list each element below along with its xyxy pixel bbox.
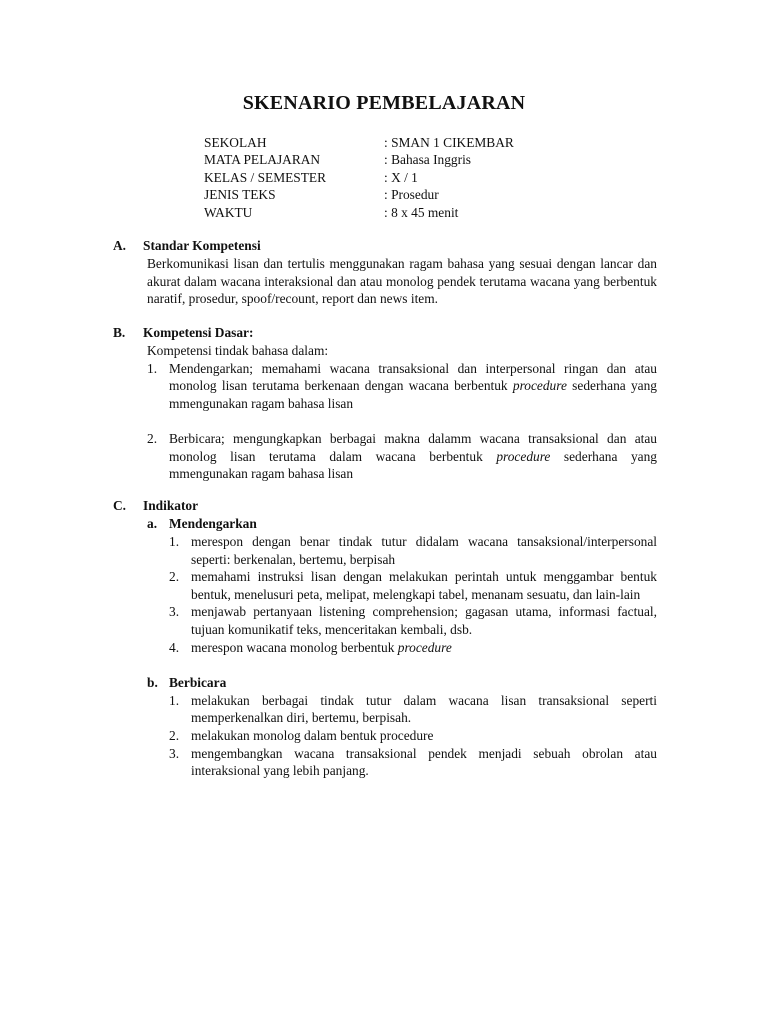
list-item [147,360,657,413]
info-row [204,169,564,186]
section-heading [113,237,657,255]
info-label: WAKTU [204,204,253,220]
list-item [147,430,657,483]
section-letter: B. [113,325,126,340]
list-item [169,727,657,745]
item-text-end: sederhana yang mmengunakan ragam bahasa lisan [169,448,657,482]
info-row [204,151,564,168]
info-value: : SMAN 1 CIKEMBAR [384,135,514,150]
item-text: mengembangkan wacana transaksional pendek menjadi sebuah obrolan atau interaksional yang lebih panjang. [191,745,657,779]
list-number: 1. [169,692,180,708]
section-title: Kompetensi Dasar: [143,325,254,340]
list-number: 3. [169,745,180,761]
subsection-letter: a. [147,516,158,531]
section-paragraph: Berkomunikasi lisan dan tertulis menggunakan ragam bahasa yang sesuai dengan lancar dan akurat dalam wacana interaksional dan atau monolog pendek terutama wacana yang berbentuk naratif, prosedur, spoof/recount, report dan news item. [147,256,657,307]
list-item [169,568,657,603]
subsection-title: Mendengarkan [169,516,257,531]
subsection-heading [147,674,657,692]
info-value: : X / 1 [384,169,418,185]
list-item [169,639,657,657]
section-kompetensi-dasar [113,324,657,483]
item-emphasis: procedure [512,378,567,394]
info-label: MATA PELAJARAN [204,152,321,168]
item-text: melakukan berbagai tindak tutur dalam wacana lisan transaksional seperti memperkenalkan diri, bertemu, berpisah. [191,692,657,726]
list-number: 3. [169,604,180,620]
item-text: merespon wacana monolog berbentuk [191,639,398,655]
section-intro: Kompetensi tindak bahasa dalam: [147,343,329,358]
indicator-list-listening [169,533,657,656]
section-heading [113,324,657,342]
subsection-title: Berbicara [169,674,227,690]
list-number: 2. [169,569,180,585]
list-number: 4. [169,639,180,655]
info-value: : Bahasa Inggris [384,152,472,168]
info-value: : 8 x 45 menit [384,204,459,220]
item-text: menjawab pertanyaan listening comprehension; gagasan utama, informasi factual, tujuan komunikatif teks, menceritakan kembali, dsb. [191,604,657,637]
section-standar-kompetensi [113,237,657,308]
list-item [169,533,657,568]
section-title: Standar Kompetensi [143,238,261,253]
list-item [169,603,657,638]
list-number: 2. [169,727,180,743]
section-letter: C. [113,498,127,513]
section-letter: A. [113,238,127,253]
info-row [204,186,564,203]
list-item [169,692,657,727]
section-heading [113,497,657,515]
indicator-list-speaking [169,692,657,780]
info-label: SEKOLAH [204,135,267,150]
section-title: Indikator [143,498,199,513]
subsection-letter: b. [147,674,158,690]
info-label: JENIS TEKS [204,187,276,203]
item-text: Berbicara; mengungkapkan berbagai makna dalamm wacana transaksional dan atau monolog lisan terutama dalam wacana berbentuk [169,430,657,464]
section-indikator [113,497,657,780]
info-label: KELAS / SEMESTER [204,169,327,185]
item-emphasis: procedure [397,639,452,655]
info-table [204,134,564,221]
item-text: Mendengarkan; memahami wacana transaksional dan interpersonal ringan dan atau monolog lisan terutama berkenaan dengan wacana berbentuk [169,360,657,394]
info-value: : Prosedur [384,187,439,203]
list-item [169,745,657,780]
info-row [204,134,564,151]
item-text: melakukan monolog dalam bentuk procedure [191,727,434,743]
list-number: 1. [169,534,180,549]
item-text: memahami instruksi lisan dengan melakukan perintah untuk menggambar bentuk bentuk, menelusuri peta, melipat, melengkapi tabel, menanam sesuatu, dan lain-lain [191,569,657,602]
item-text-end: sederhana yang mmengunakan ragam bahasa lisan [169,378,657,411]
list-number: 1. [147,360,158,376]
list-number: 2. [147,430,158,446]
competency-list [147,360,657,483]
subsection-heading [147,515,657,533]
page-title: SKENARIO PEMBELAJARAN [242,92,526,114]
item-emphasis: procedure [496,448,551,464]
info-row [204,204,564,221]
item-text: merespon dengan benar tindak tutur didalam wacana tansaksional/interpersonal seperti: berkenalan, bertemu, berpisah [191,534,657,567]
